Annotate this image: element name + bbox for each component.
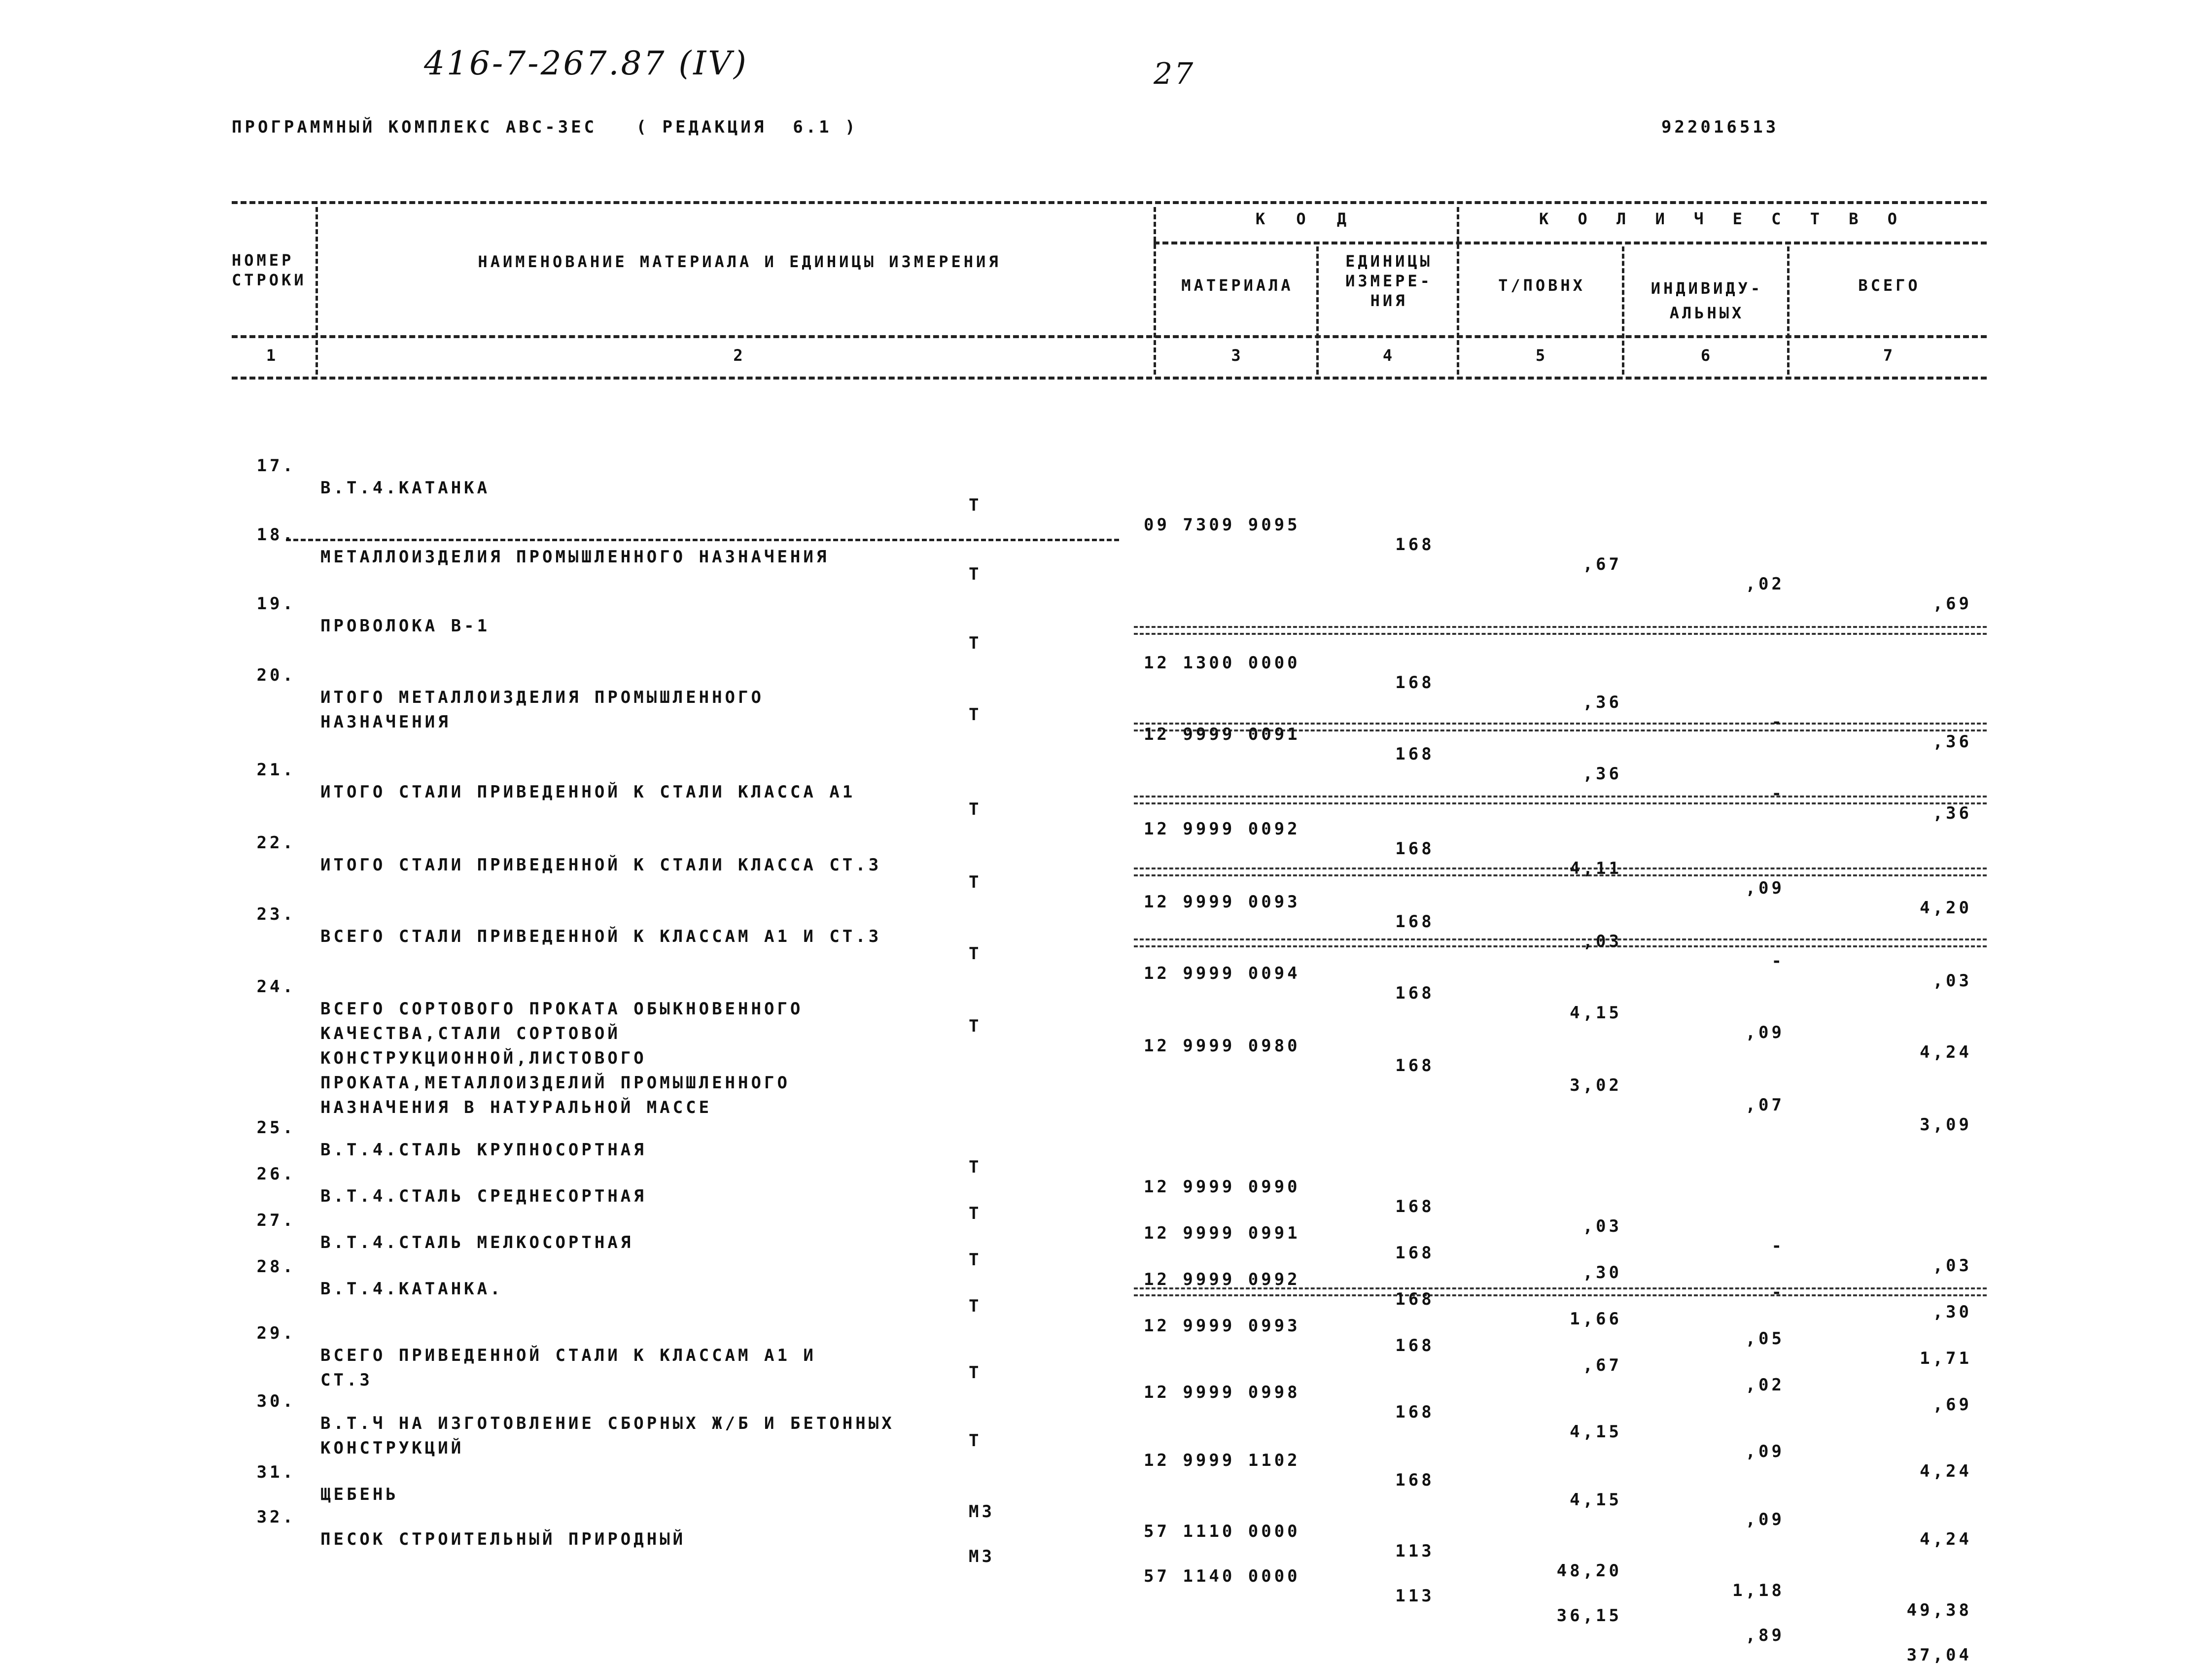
qty-individual: - [1771, 951, 1785, 971]
qty-total: ,69 [1932, 594, 1972, 614]
unit: Т [969, 1016, 982, 1036]
row-number: 25. [256, 1118, 296, 1138]
qty-total: ,03 [1932, 971, 1972, 991]
material-code: 12 9999 0094 [1144, 964, 1300, 983]
row-number: 29. [256, 1323, 296, 1343]
unit-code: 168 [1395, 912, 1435, 932]
qty-total: 4,24 [1920, 1529, 1972, 1549]
row-number: 24. [256, 977, 296, 997]
column-header-typical: Т/ПОВНХ [1498, 276, 1585, 295]
qty-individual: - [1771, 1283, 1785, 1302]
column-header-individual: ИНДИВИДУ- АЛЬНЫХ [1650, 279, 1763, 322]
unit: Т [969, 1157, 982, 1177]
handwritten-designation: 416-7-267.87 (IV) [424, 44, 748, 82]
material-name: В.Т.4.СТАЛЬ МЕЛКОСОРТНАЯ [320, 1233, 634, 1252]
unit-code: 168 [1395, 1197, 1435, 1216]
row-number: 22. [256, 833, 296, 853]
page-number: 27 [1154, 57, 1195, 91]
material-name: В.Т.4.СТАЛЬ КРУПНОСОРТНАЯ [320, 1140, 647, 1160]
material-name: В.Т.4.КАТАНКА [320, 478, 491, 498]
material-code: 57 1110 0000 [1144, 1522, 1300, 1541]
unit: Т [969, 944, 982, 964]
qty-total: 37,04 [1906, 1645, 1972, 1665]
header-rule-bottom [232, 377, 1987, 380]
qty-typical: 4,15 [1570, 1003, 1622, 1023]
qty-individual: - [1771, 784, 1785, 803]
unit: Т [969, 705, 982, 725]
unit-code: 113 [1395, 1586, 1435, 1606]
material-code: 12 9999 0980 [1144, 1036, 1300, 1056]
qty-individual: ,09 [1745, 1510, 1785, 1529]
qty-typical: ,30 [1582, 1263, 1622, 1283]
column-number-2: 2 [733, 346, 746, 365]
row-number: 23. [256, 904, 296, 924]
column-header-material-name: НАИМЕНОВАНИЕ МАТЕРИАЛА И ЕДИНИЦЫ ИЗМЕРЕНИЯ [478, 252, 1001, 271]
unit: Т [969, 633, 982, 653]
qty-individual: ,07 [1745, 1095, 1785, 1115]
column-number-4: 4 [1382, 346, 1396, 365]
column-group-quantity: К О Л И Ч Е С Т В О [1539, 209, 1907, 228]
qty-typical: 4,11 [1570, 859, 1622, 878]
qty-total: ,30 [1932, 1302, 1972, 1322]
row-number: 32. [256, 1507, 296, 1527]
column-number-3: 3 [1231, 346, 1244, 365]
material-code: 12 9999 0991 [1144, 1223, 1300, 1243]
qty-individual: ,02 [1745, 574, 1785, 594]
row-number: 26. [256, 1164, 296, 1184]
material-name: В.Т.4.КАТАНКА. [320, 1279, 503, 1299]
document-number: 922016513 [1661, 117, 1779, 137]
qty-total: 1,71 [1920, 1349, 1972, 1368]
material-code: 12 9999 0992 [1144, 1270, 1300, 1289]
unit: Т [969, 1363, 982, 1383]
material-code: 12 9999 0990 [1144, 1177, 1300, 1197]
qty-typical: 36,15 [1556, 1606, 1622, 1626]
material-code: 12 1300 0000 [1144, 653, 1300, 673]
qty-individual: 1,18 [1732, 1581, 1785, 1600]
header-divider-5 [1622, 246, 1624, 375]
qty-typical: 4,15 [1570, 1490, 1622, 1510]
qty-typical: ,36 [1582, 693, 1622, 712]
header-rule-top [232, 201, 1987, 204]
unit-code: 168 [1395, 1289, 1435, 1309]
qty-total: ,03 [1932, 1256, 1972, 1276]
row-number: 31. [256, 1462, 296, 1482]
material-name: ПЕСОК СТРОИТЕЛЬНЫЙ ПРИРОДНЫЙ [320, 1529, 686, 1549]
row-number: 28. [256, 1257, 296, 1277]
material-code: 12 9999 0091 [1144, 725, 1300, 744]
unit: М3 [969, 1502, 995, 1522]
unit-code: 168 [1395, 839, 1435, 859]
qty-typical: ,03 [1582, 1216, 1622, 1236]
qty-total: 4,24 [1920, 1042, 1972, 1062]
material-name: ПРОВОЛОКА В-1 [320, 616, 491, 636]
total-separator-row-20 [1134, 626, 1987, 635]
program-title: ПРОГРАММНЫЙ КОМПЛЕКС АВС-ЗЕС ( РЕДАКЦИЯ 6.1 ) [232, 117, 858, 137]
header-divider-6 [1787, 246, 1790, 375]
unit: Т [969, 1204, 982, 1223]
unit-code: 168 [1395, 983, 1435, 1003]
qty-typical: 48,20 [1556, 1561, 1622, 1581]
qty-typical: 4,15 [1570, 1422, 1622, 1442]
qty-total: 3,09 [1920, 1115, 1972, 1135]
material-code: 12 9999 0998 [1144, 1383, 1300, 1402]
material-name: ВСЕГО СОРТОВОГО ПРОКАТА ОБЫКНОВЕННОГО КАЧЕСТВА,СТАЛИ СОРТОВОЙ КОНСТРУКЦИОННОЙ,ЛИСТОВОГО ПРОКАТА,МЕТАЛЛОИЗДЕЛИЙ ПРОМЫШЛЕННОГО НАЗНАЧЕНИЯ В НАТУРАЛЬНОЙ МАССЕ [320, 999, 804, 1117]
unit-code: 168 [1395, 1056, 1435, 1075]
qty-individual: ,09 [1745, 1442, 1785, 1461]
qty-typical: ,67 [1582, 1355, 1622, 1375]
column-header-row-number: НОМЕР СТРОКИ [232, 251, 307, 289]
unit: Т [969, 872, 982, 892]
column-header-total: ВСЕГО [1858, 276, 1921, 295]
qty-total: 4,24 [1920, 1461, 1972, 1481]
unit: Т [969, 799, 982, 819]
row-number: 27. [256, 1211, 296, 1230]
underline-row-18 [286, 539, 1119, 541]
column-number-6: 6 [1700, 346, 1714, 365]
unit-code: 168 [1395, 673, 1435, 693]
qty-individual: ,09 [1745, 1023, 1785, 1042]
qty-individual: ,05 [1745, 1329, 1785, 1349]
material-code: 09 7309 9095 [1144, 515, 1300, 535]
column-header-unit-code: ЕДИНИЦЫ ИЗМЕРЕ- НИЯ [1345, 252, 1433, 310]
qty-total: ,36 [1932, 732, 1972, 752]
column-number-7: 7 [1883, 346, 1896, 365]
unit: М3 [969, 1547, 995, 1566]
qty-individual: ,09 [1745, 878, 1785, 898]
qty-individual: ,02 [1745, 1375, 1785, 1395]
qty-typical: 3,02 [1570, 1075, 1622, 1095]
unit-code: 168 [1395, 1243, 1435, 1263]
qty-total: 49,38 [1906, 1600, 1972, 1620]
row-number: 20. [256, 665, 296, 685]
unit-code: 113 [1395, 1541, 1435, 1561]
header-rule-code-qty [1154, 242, 1987, 244]
qty-total: 4,20 [1920, 898, 1972, 918]
unit-code: 168 [1395, 1470, 1435, 1490]
row-number: 18. [256, 525, 296, 545]
material-name: ИТОГО СТАЛИ ПРИВЕДЕННОЙ К СТАЛИ КЛАССА А1 [320, 782, 856, 802]
unit-code: 168 [1395, 1336, 1435, 1355]
row-number: 21. [256, 760, 296, 780]
unit: Т [969, 1431, 982, 1451]
header-divider-3 [1316, 246, 1319, 375]
header-divider-2 [1154, 207, 1156, 375]
material-name: ИТОГО МЕТАЛЛОИЗДЕЛИЯ ПРОМЫШЛЕННОГО НАЗНАЧЕНИЯ [320, 688, 764, 732]
column-number-1: 1 [266, 346, 279, 365]
unit: Т [969, 1296, 982, 1316]
column-number-5: 5 [1535, 346, 1548, 365]
unit: Т [969, 1250, 982, 1270]
unit-code: 168 [1395, 535, 1435, 555]
unit-code: 168 [1395, 1402, 1435, 1422]
qty-typical: ,36 [1582, 764, 1622, 784]
material-name: В.Т.Ч НА ИЗГОТОВЛЕНИЕ СБОРНЫХ Ж/Б И БЕТОННЫХ КОНСТРУКЦИЙ [320, 1414, 895, 1458]
material-name: В.Т.4.СТАЛЬ СРЕДНЕСОРТНАЯ [320, 1186, 647, 1206]
material-code: 57 1140 0000 [1144, 1566, 1300, 1586]
qty-individual: - [1771, 1236, 1785, 1256]
qty-individual: ,89 [1745, 1626, 1785, 1645]
qty-individual: - [1771, 712, 1785, 732]
column-group-code: К О Д [1255, 209, 1358, 228]
qty-total: ,36 [1932, 803, 1972, 823]
column-header-material-code: МАТЕРИАЛА [1181, 276, 1294, 295]
qty-typical: 1,66 [1570, 1309, 1622, 1329]
material-code: 12 9999 0993 [1144, 1316, 1300, 1336]
row-number: 17. [256, 456, 296, 476]
material-code: 12 9999 0092 [1144, 819, 1300, 839]
qty-typical: ,03 [1582, 932, 1622, 951]
material-code: 12 9999 0093 [1144, 892, 1300, 912]
material-name: ИТОГО СТАЛИ ПРИВЕДЕННОЙ К СТАЛИ КЛАССА СТ.3 [320, 855, 882, 875]
unit: Т [969, 564, 982, 584]
unit-code: 168 [1395, 744, 1435, 764]
material-name: МЕТАЛЛОИЗДЕЛИЯ ПРОМЫШЛЕННОГО НАЗНАЧЕНИЯ [320, 547, 830, 567]
header-divider-4 [1457, 207, 1459, 375]
material-code: 12 9999 1102 [1144, 1451, 1300, 1470]
material-name: ЩЕБЕНЬ [320, 1485, 399, 1504]
qty-total: ,69 [1932, 1395, 1972, 1415]
material-name: ВСЕГО ПРИВЕДЕННОЙ СТАЛИ К КЛАССАМ А1 И СТ.3 [320, 1346, 816, 1390]
qty-typical: ,67 [1582, 555, 1622, 574]
unit: Т [969, 495, 982, 515]
header-divider-1 [316, 207, 318, 375]
material-name: ВСЕГО СТАЛИ ПРИВЕДЕННОЙ К КЛАССАМ А1 И СТ.3 [320, 927, 882, 946]
row-number: 19. [256, 594, 296, 614]
header-rule-mid [232, 335, 1987, 338]
row-number: 30. [256, 1391, 296, 1411]
